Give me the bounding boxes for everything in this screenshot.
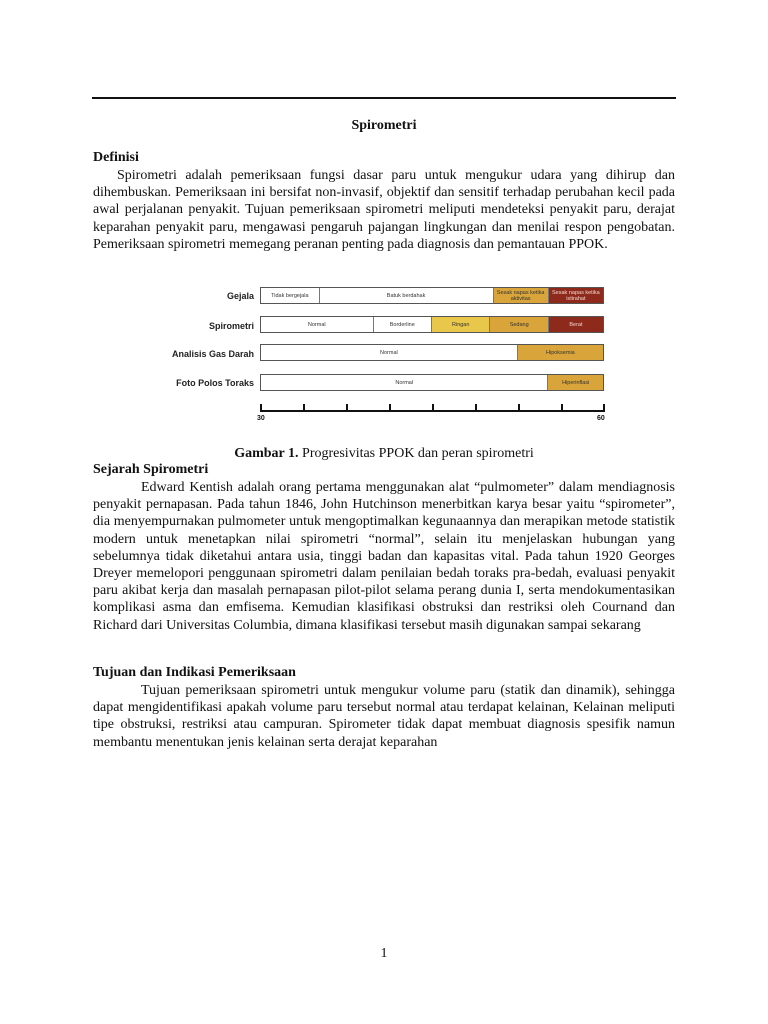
axis-tick — [389, 404, 391, 412]
tujuan-paragraph: Tujuan pemeriksaan spirometri untuk mengukur volume paru (statik dan dinamik), sehingga dapat mengidentifikasi apakah volume paru tersebut normal atau terdapat kelainan, Kelainan meliputi tipe obstruksi, restriksi atau campuran. Spirometer tidak dapat membuat diagnosis spesifik namun membantu menentukan jenis kelainan serta derajat keparahan — [93, 683, 675, 750]
figure-caption — [0, 446, 768, 462]
bar-segment: Batuk berdahak — [320, 288, 494, 303]
row-label-analisis-gas-darah: Analisis Gas Darah — [171, 349, 254, 359]
axis-tick — [475, 404, 477, 412]
sejarah-heading: Sejarah Spirometri — [93, 462, 209, 477]
axis-tick — [518, 404, 520, 412]
bar-segment: Hiperinflasi — [548, 375, 603, 390]
row-label-spirometri: Spirometri — [208, 321, 254, 331]
figure-caption-label: Gambar 1. — [234, 446, 299, 461]
document-title: Spirometri — [351, 118, 417, 133]
axis-label-max: 60 — [597, 415, 605, 422]
definisi-heading: Definisi — [93, 150, 139, 165]
axis-label-min: 30 — [257, 415, 265, 422]
axis-tick — [432, 404, 434, 412]
bar-segment: Sesak napas ketika istirahat — [549, 288, 603, 303]
row-label-foto-polos-toraks: Foto Polos Toraks — [176, 378, 254, 388]
bar-analisis-gas-darah — [260, 344, 604, 361]
bar-gejala — [260, 287, 604, 304]
bar-segment: Normal — [261, 375, 548, 390]
bar-segment: Tidak bergejala — [261, 288, 320, 303]
bar-segment: Normal — [261, 345, 518, 360]
bar-spirometri — [260, 316, 604, 333]
axis-tick — [603, 404, 605, 412]
bar-segment: Berat — [549, 317, 603, 332]
bar-segment: Ringan — [432, 317, 490, 332]
definisi-paragraph: Spirometri adalah pemeriksaan fungsi dasar paru untuk mengukur udara yang dihirup dan dihembuskan. Pemeriksaan ini bersifat non-invasif, objektif dan sensitif terhadap perubahan kecil pada awal perjalanan penyakit. Tujuan pemeriksaan spirometri meliputi mendeteksi penyakit paru, derajat keparahan penyakit paru, mengawasi pengaruh pajangan lingkungan dan menilai respon pengobatan. Pemeriksaan spirometri memegang peranan penting pada diagnosis dan pemantauan PPOK. — [93, 168, 675, 252]
axis-tick — [346, 404, 348, 412]
bar-foto-polos-toraks — [260, 374, 604, 391]
tujuan-heading: Tujuan dan Indikasi Pemeriksaan — [93, 665, 296, 680]
bar-segment: Sedang — [490, 317, 548, 332]
ppok-progression-figure — [168, 278, 618, 428]
bar-segment: Normal — [261, 317, 374, 332]
figure-caption-text: Progresivitas PPOK dan peran spirometri — [298, 446, 534, 461]
bar-segment: Hipoksemia — [518, 345, 603, 360]
header-rule — [92, 97, 676, 99]
bar-segment: Sesak napas ketika aktivitas — [494, 288, 549, 303]
axis-tick — [303, 404, 305, 412]
bar-segment: Borderline — [374, 317, 432, 332]
axis-tick — [260, 404, 262, 412]
axis-tick — [561, 404, 563, 412]
row-label-gejala: Gejala — [226, 291, 254, 301]
page-number: 1 — [380, 946, 388, 961]
sejarah-paragraph: Edward Kentish adalah orang pertama menggunakan alat “pulmometer” dalam mendiagnosis penyakit pernapasan. Pada tahun 1846, John Hutchinson menerbitkan karya besar yaitu “spirometer”, dia menyempurnakan pulmometer untuk mengoptimalkan kegunaannya dan merapikan metode statistik modern untuk menetapkan nilai spirometri “normal”, selain itu menjelaskan hubungan yang sebelumnya tidak diketahui antara usia, tinggi badan dan kapasitas vital. Pada tahun 1920 Georges Dreyer memelopori penggunaan spirometri dalam penilaian bedah toraks pra-bedah, evaluasi penyakit paru akibat kerja dan masalah pernapasan pilot-pilot selama perang dunia I, serta mendokumentasikan komplikasi asma dan emfisema. Kemudian klasifikasi obstruksi dan restriksi oleh Cournand dan Richard dari Universitas Columbia, dimana klasifikasi tersebut masih digunakan sampai sekarang — [93, 480, 675, 633]
